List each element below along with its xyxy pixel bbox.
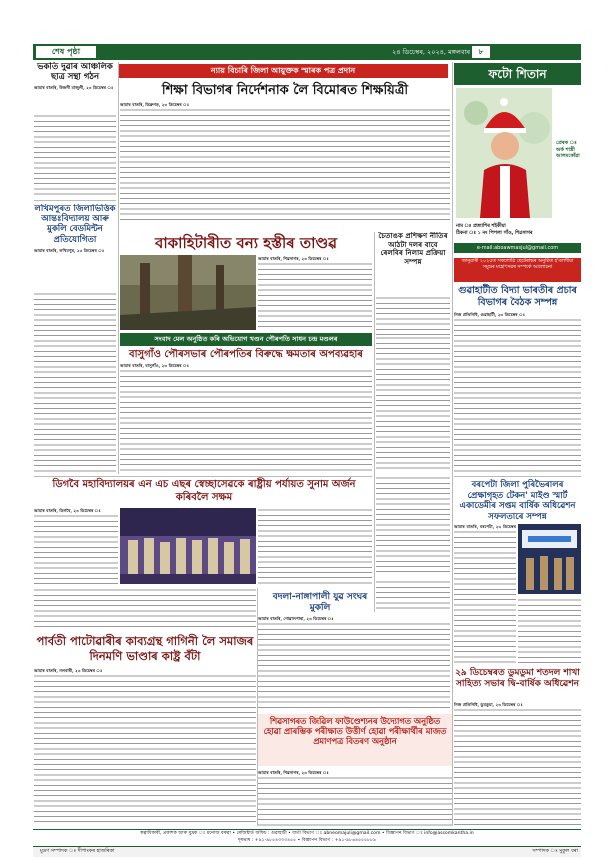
photo-caption-2: ঠিকনা ঃ ১ নং পিপলা গাঁও, শিৱসাগৰ (456, 231, 533, 236)
siva-body (258, 770, 452, 826)
youth-fest-body (258, 616, 450, 712)
municipal-dateline: আমাৰ বাতৰি, বাসুগাঁও, ২৩ ডিচেম্বৰ ঃ (120, 363, 189, 368)
digboi-caption-text: আমাৰ বাতৰি, ডিগবৈ, ২৩ ডিচেম্বৰ ঃ (34, 508, 101, 513)
footer-line-1: স্বত্বাধিকাৰী, প্ৰকাশক আৰু মুদ্ৰক ঃ মনোজ বৰুৱা • ৰেজিষ্টাৰ্ড অফিচ : গুৱাহাটী • বাৰ্তা বিভাগ ঃ abneomajuli@gmail.com • বিজ্ঞাপন বিভাগ ঃ info@assomkantha.in (140, 831, 474, 836)
main-lead-headline: শিক্ষা বিভাগৰ নিৰ্দেশনাক লৈ বিমোৰত শিক্ষয়িত্ৰী (161, 83, 409, 98)
footer-editor: সম্পাদক ঃ মুকুল বৰা (532, 848, 578, 854)
footer-printer: মুদ্ৰণ সম্পাদক ঃ দীপাংকৰ হাজৰিকা (40, 848, 115, 854)
municipal-headline: বাসুগাঁও পৌৰসভাৰ পৌৰপতিৰ বিৰুদ্ধে ক্ষমতাৰ অপব্যৱহাৰ (129, 349, 363, 360)
child-photo (456, 88, 552, 218)
durrumma-headline: ২৯ ডিচেম্বৰত ডুমডুমা শতদল শাখা সাহিত্য সভাৰ দ্বি-বাৰ্ষিক অধিৱেশন (455, 668, 580, 689)
photo-side-caption: প্ৰেৰক ঃ অৰ্ক শাস্ত্ৰী আলমকোঁৱা (556, 140, 580, 159)
durrumma-dateline: নিজ প্ৰতিনিধি, ডুমডুমা, ২৩ ডিচেম্বৰ ঃ (454, 702, 523, 707)
municipal-body-right (376, 336, 450, 473)
main-lead-body (120, 102, 450, 224)
elephant-body-right (376, 296, 450, 336)
pathshala-headline: পাৰ্বতী পাটোৱাৰীৰ কাব্যগ্ৰন্থ গাগিনী লৈ সমাজৰ দিনমণি ভাণ্ডাৰ কাষ্ট্ৰ বঁটা (36, 634, 254, 663)
digboi-body (258, 508, 372, 584)
youth-fest-top (376, 476, 450, 576)
elephant-caption-text: আমাৰ বাতৰি, শিৱসাগৰ, ২৩ ডিচেম্বৰ ঃ (258, 256, 329, 261)
story-left-top (34, 62, 116, 197)
photo-email: e-mail:aboawmasjul@gmail.com (476, 245, 559, 251)
story-tea-headline: চৈতাঙক প্ৰশিক্ষণ নীতিৰ আঠটা দলৰ বাবে ৰেলবিৰ নিলাম প্ৰক্ৰিয়া সম্পন্ন (378, 232, 448, 266)
digboi-headline: ডিগবৈ মহাবিদ্যালয়ৰ এন এচ এছৰ স্বেচ্ছাসেৱকে ৰাষ্ট্ৰীয় পৰ্যায়ত সুনাম অৰ্জন কৰিবলৈ সক্ষম (52, 479, 356, 503)
elephant-headline: বাকাহিটাৰীত বন্য হস্তীৰ তাণ্ডৱ (154, 234, 338, 252)
story-right-col-mid (376, 580, 450, 610)
barpeta-body-right (518, 598, 581, 664)
digboi-photo (120, 508, 256, 584)
youth-fest-headline: বদলা-নাঙ্গাপালী যুৱ সংঘৰ মুকলি (272, 592, 368, 613)
promo-body (454, 312, 581, 472)
pathshala-dateline: আমাৰ বাতৰি, নলবাৰী, ২৩ ডিচেম্বৰ ঃ (34, 668, 103, 673)
story-left-mid (34, 204, 116, 472)
page-number: ৮ (472, 46, 490, 58)
municipal-kicker: সংবাদ মেল অনুষ্ঠিত কৰি অভিযোগ খণ্ডন পৌৰপতি সাধন চন্দ্ৰ মণ্ডলৰ (154, 335, 338, 343)
barpeta-headline: বৰপেটা জিলা পুৰিভৈৰালৰ প্ৰেক্ষাগৃহত টেকন' মাইণ্ড স্মাৰ্ট একাডেমীৰ সপ্তম বাৰ্ষিক অধিৱেশন সফলতাৰে সম্পন্ন (459, 480, 576, 522)
elephant-photo (120, 255, 256, 330)
main-lead-dateline: আমাৰ বাতৰি, ডিব্ৰুগড়, ২৩ ডিচেম্বৰ ঃ (120, 102, 190, 107)
footer-line-2: দূৰভাষ : +৯১-৯৮৫৪৩৩৩৪৫৫ • বিজ্ঞাপন বিভাগ : +৯১-৯৮৬৪৫৫৫৮৮৯ (238, 838, 376, 843)
durrumma-body (454, 702, 581, 826)
story-left-top-headline: ভকতি দুৱাৰ আঞ্চলিক ছাত্ৰ সন্থা গঠন (37, 62, 113, 82)
promo-dateline: নিজ প্ৰতিনিধি, গুৱাহাটী, ২৩ ডিচেম্বৰ ঃ (454, 312, 525, 317)
youth-fest-dateline: আমাৰ বাতৰি, গোৱালপাৰা, ২৩ ডিচেম্বৰ ঃ (258, 616, 334, 621)
promo-kicker: জানুৱাৰী ২০২৫ত সকলোৱি ছেটেৰাভৰ অনুষ্ঠিত হ'বলগীয়া সমুদ্ৰৰ মহোৎসৱৰ সম্পৰ্কে আলোচনা (461, 259, 574, 270)
story-tea (376, 232, 450, 294)
photo-section-title: ফটো শিতান (488, 67, 547, 81)
pathshala-body (34, 668, 256, 826)
story-left-top-dateline: আমাৰ বাতৰি, উজনী মাজুলী, ২৩ ডিচেম্বৰ ঃ (34, 85, 114, 90)
barpeta-body (454, 524, 516, 664)
siva-dateline: আমাৰ বাতৰি, শিৱসাগৰ, ২৩ ডিচেম্বৰ ঃ (258, 770, 329, 775)
story-left-mid-headline: লখিমপুৰত জিলাভিত্তিক আন্তঃবিদ্যালয় আৰু মুকলি বেডমিন্টন প্ৰতিযোগিতা (34, 204, 116, 245)
municipal-body (120, 363, 372, 473)
ticker-text: ন্যায় বিচাৰি জিলা আয়ুক্তক স্মাৰক পত্ৰ প্ৰদান (210, 66, 356, 75)
section-label: শেষ পৃষ্ঠা (36, 46, 96, 58)
pathshala-top-body (34, 588, 256, 630)
promo-headline: গুৱাহাটীত বিদ্যা ভাৰতীৰ প্ৰচাৰ বিভাগৰ বৈঠক সম্পন্ন (458, 285, 577, 308)
barpeta-photo (518, 524, 581, 594)
barpeta-dateline: আমাৰ বাতৰি, বৰপেটা, ২৩ ডিচেম্বৰ (454, 524, 516, 529)
siva-headline: শিৱসাগৰত জিৱিল ফাউণ্ডেশ্যনৰ উদ্যোগত অনুষ্ঠিত হোৱা প্ৰাৰম্ভিক পৰীক্ষাত উত্তীৰ্ণ হোৱা পৰীক্ষাৰ্থীৰ মাজত প্ৰমাণপত্ৰ বিতৰণ অনুষ্ঠান (263, 716, 447, 746)
masthead-date: ২৪ ডিচেম্বৰ, ২০২৪, মঙ্গলবাৰ (392, 48, 470, 56)
story-left-mid-dateline: আমাৰ বাতৰি, লখিমপুৰ, ২৩ ডিচেম্বৰ ঃ (34, 247, 105, 253)
digboi-caption (34, 508, 118, 584)
elephant-caption (258, 256, 372, 330)
photo-caption-1: নাম ঃ প্ৰত্যাশিৰ শইকীয়া (456, 224, 506, 229)
